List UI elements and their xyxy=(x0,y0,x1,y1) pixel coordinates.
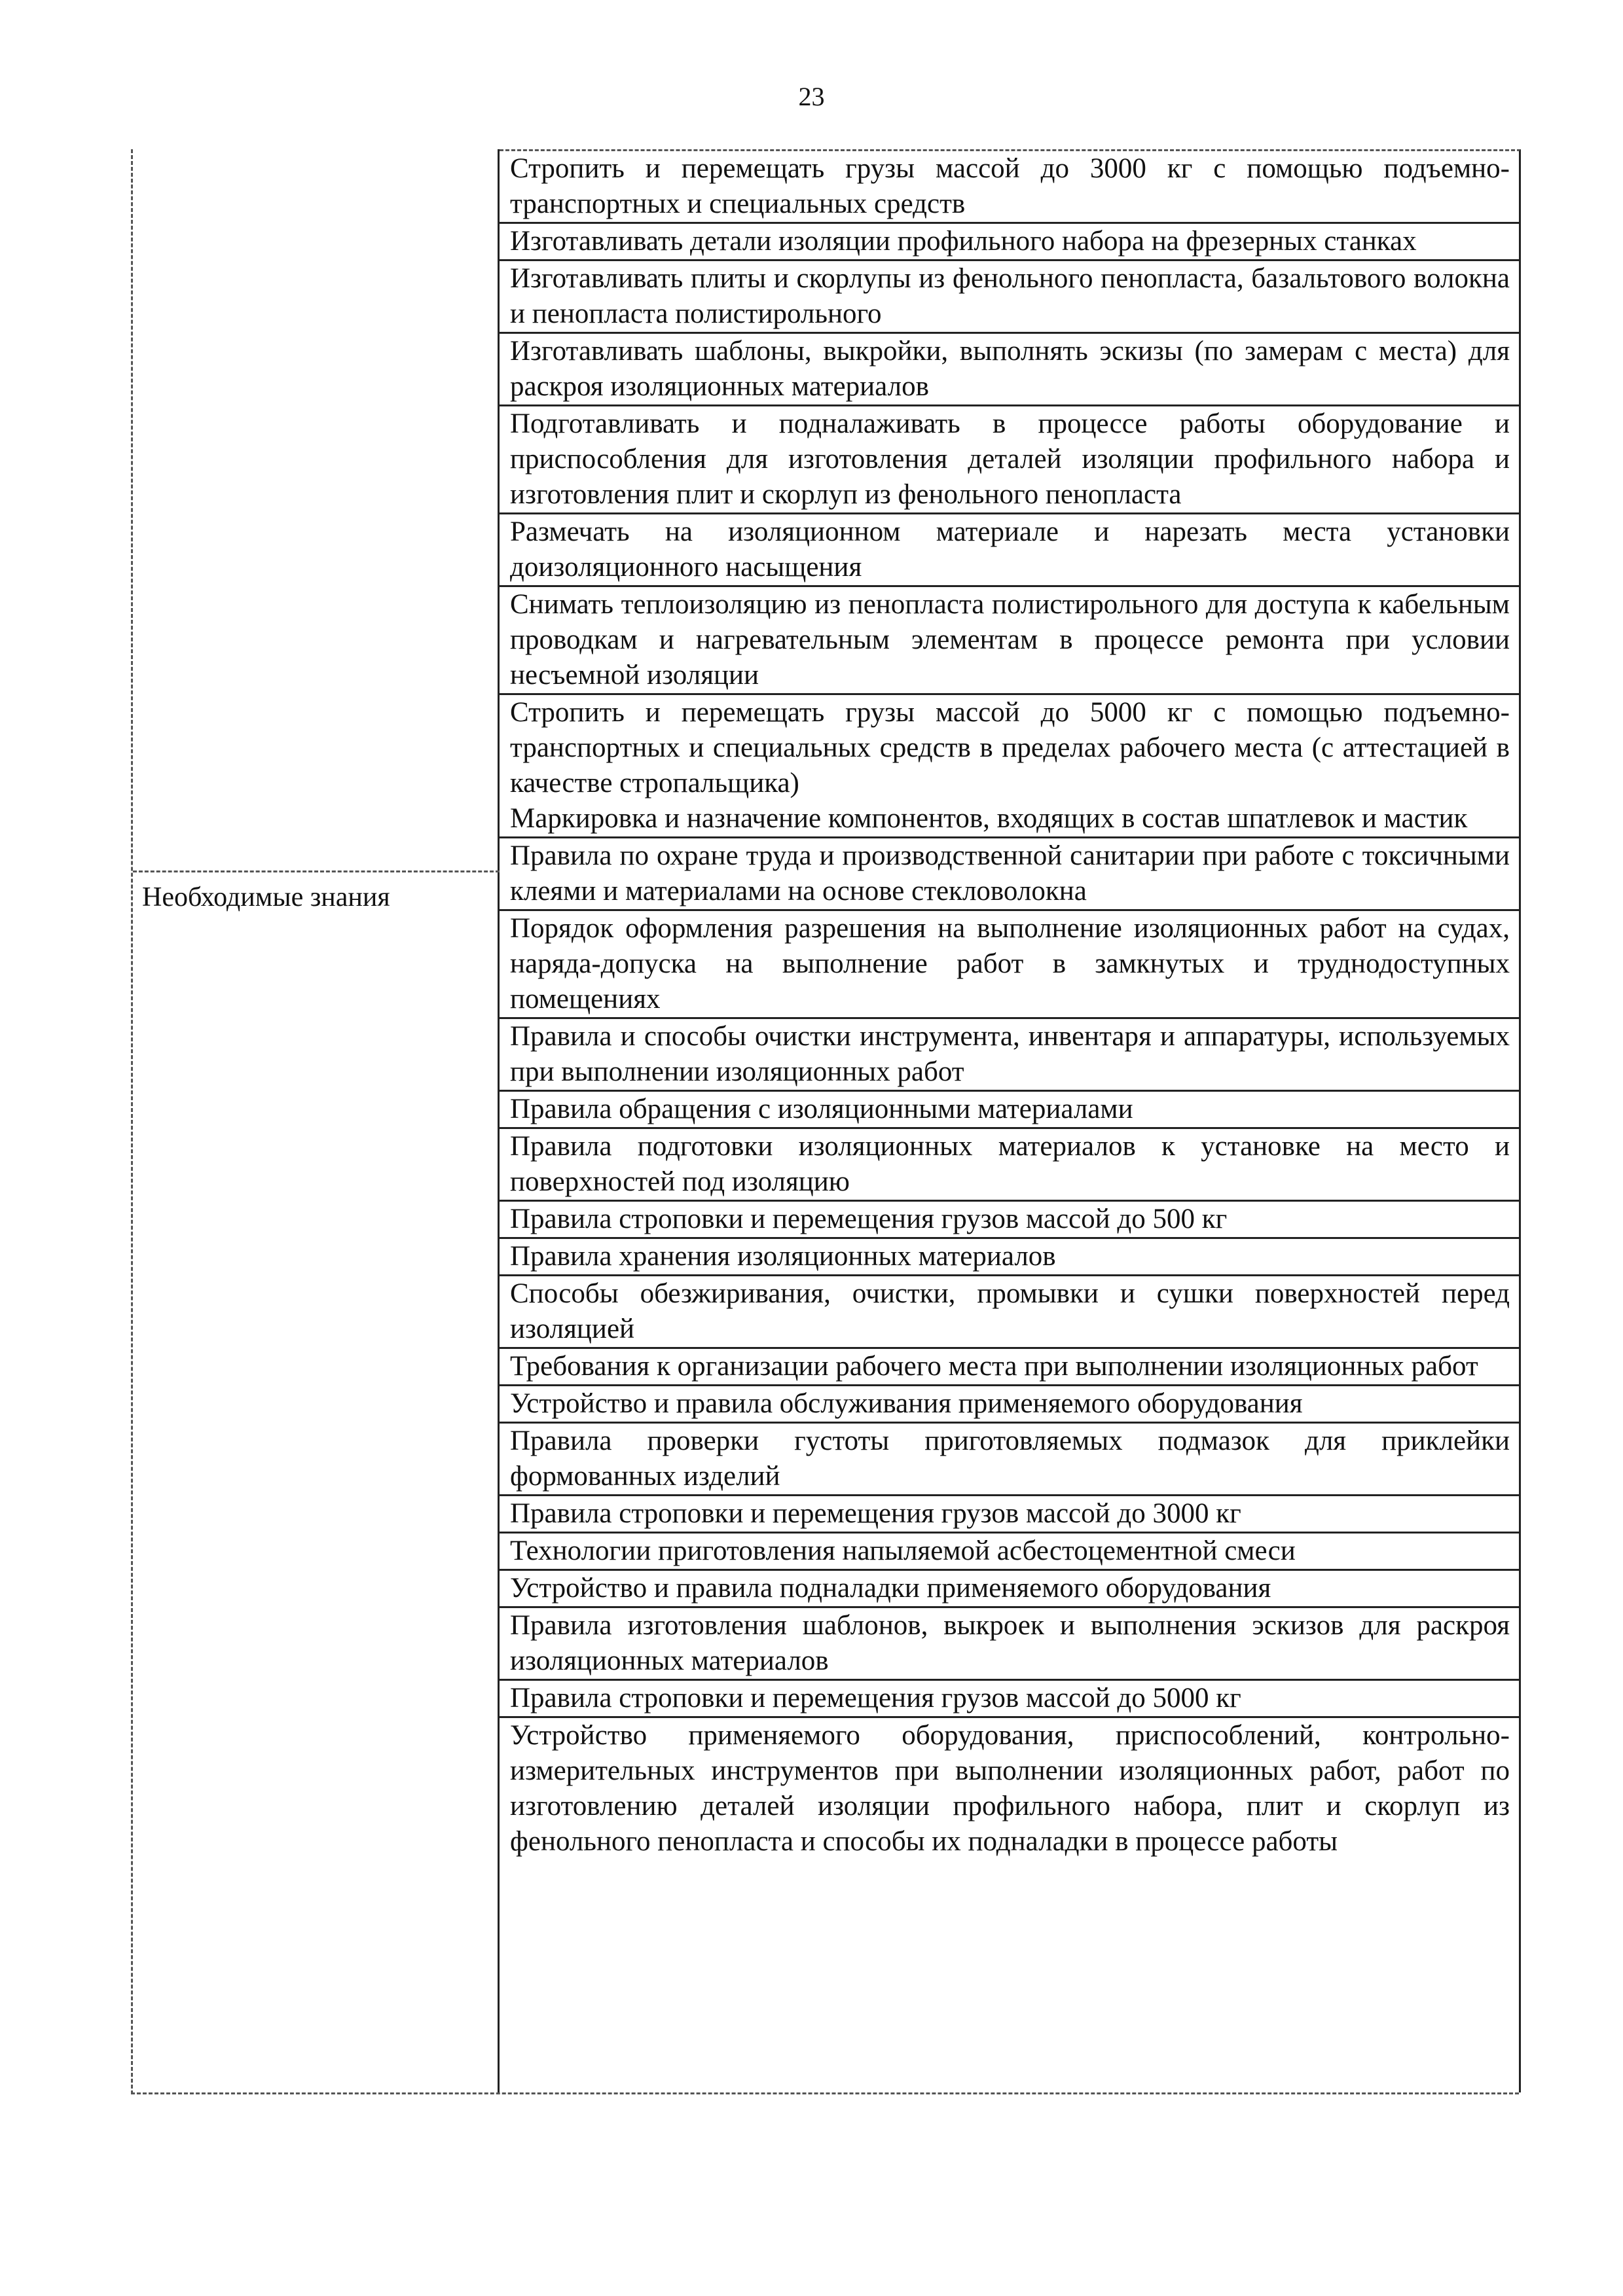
knowledge-row: Правила подготовки изоляционных материалов к установке на место и поверхностей под изоляцию xyxy=(500,1129,1519,1202)
knowledge-row: Правила строповки и перемещения грузов массой до 5000 кг xyxy=(500,1681,1519,1718)
skill-row: Изготавливать шаблоны, выкройки, выполнять эскизы (по замерам с места) для раскроя изоляционных материалов xyxy=(500,334,1519,406)
skill-row: Изготавливать плиты и скорлупы из фенольного пенопласта, базальтового волокна и пенопласта полистирольного xyxy=(500,261,1519,334)
skill-row: Стропить и перемещать грузы массой до 5000 кг с помощью подъемно-транспортных и специальных средств в пределах рабочего места (с аттестацией в качестве стропальщика) xyxy=(510,697,1510,798)
skill-row: Подготавливать и подналаживать в процессе работы оборудование и приспособления для изготовления деталей изоляции профильного набора и изготовления плит и скорлуп из фенольного пенопласта xyxy=(500,406,1519,514)
skill-row: Изготавливать детали изоляции профильного набора на фрезерных станках xyxy=(500,224,1519,261)
skill-row: Стропить и перемещать грузы массой до 3000 кг с помощью подъемно-транспортных и специальных средств xyxy=(500,151,1519,224)
knowledge-row: Правила хранения изоляционных материалов xyxy=(500,1239,1519,1276)
knowledge-row: Устройство и правила подналадки применяемого оборудования xyxy=(500,1571,1519,1608)
knowledge-list xyxy=(500,801,1519,1859)
left-column-empty-cell xyxy=(133,149,500,872)
requirements-table xyxy=(131,149,1519,2094)
skills-list xyxy=(500,151,1519,801)
knowledge-row: Правила проверки густоты приготовляемых подмазок для приклейки формованных изделий xyxy=(500,1424,1519,1496)
knowledge-row: Способы обезжиривания, очистки, промывки и сушки поверхностей перед изоляцией xyxy=(500,1276,1519,1349)
knowledge-row: Правила строповки и перемещения грузов массой до 3000 кг xyxy=(500,1496,1519,1534)
skill-row: Снимать теплоизоляцию из пенопласта полистирольного для доступа к кабельным проводкам и нагревательным элементам в процессе ремонта при условии несъемной изоляции xyxy=(500,587,1519,695)
knowledge-row: Правила строповки и перемещения грузов массой до 500 кг xyxy=(500,1202,1519,1239)
knowledge-row: Маркировка и назначение компонентов, входящих в состав шпатлевок и мастик xyxy=(500,801,1519,838)
knowledge-row: Технологии приготовления напыляемой асбестоцементной смеси xyxy=(500,1534,1519,1571)
section-label: Необходимые знания xyxy=(142,882,390,912)
knowledge-row: Правила обращения с изоляционными материалами xyxy=(500,1092,1519,1129)
knowledge-row: Правила изготовления шаблонов, выкроек и выполнения эскизов для раскроя изоляционных материалов xyxy=(500,1608,1519,1681)
skill-row: Размечать на изоляционном материале и нарезать места установки доизоляционного насыщения xyxy=(500,514,1519,587)
knowledge-row: Правила по охране труда и производственной санитарии при работе с токсичными клеями и материалами на основе стекловолокна xyxy=(500,838,1519,911)
knowledge-row: Порядок оформления разрешения на выполнение изоляционных работ на судах, наряда-допуска на выполнение работ в замкнутых и труднодоступных помещениях xyxy=(500,911,1519,1019)
knowledge-row: Устройство и правила обслуживания применяемого оборудования xyxy=(500,1386,1519,1424)
knowledge-row: Правила и способы очистки инструмента, инвентаря и аппаратуры, используемых при выполнении изоляционных работ xyxy=(500,1019,1519,1092)
knowledge-row: Требования к организации рабочего места при выполнении изоляционных работ xyxy=(500,1349,1519,1386)
right-column xyxy=(500,149,1521,2092)
knowledge-row: Устройство применяемого оборудования, приспособлений, контрольно-измерительных инструментов при выполнении изоляционных работ, работ по изготовлению деталей изоляции профильного набора, плит и скорлуп из фенольного пенопласта и способы их подналадки в процессе работы xyxy=(510,1720,1510,1857)
left-column xyxy=(133,149,500,2092)
page-number: 23 xyxy=(798,82,825,111)
